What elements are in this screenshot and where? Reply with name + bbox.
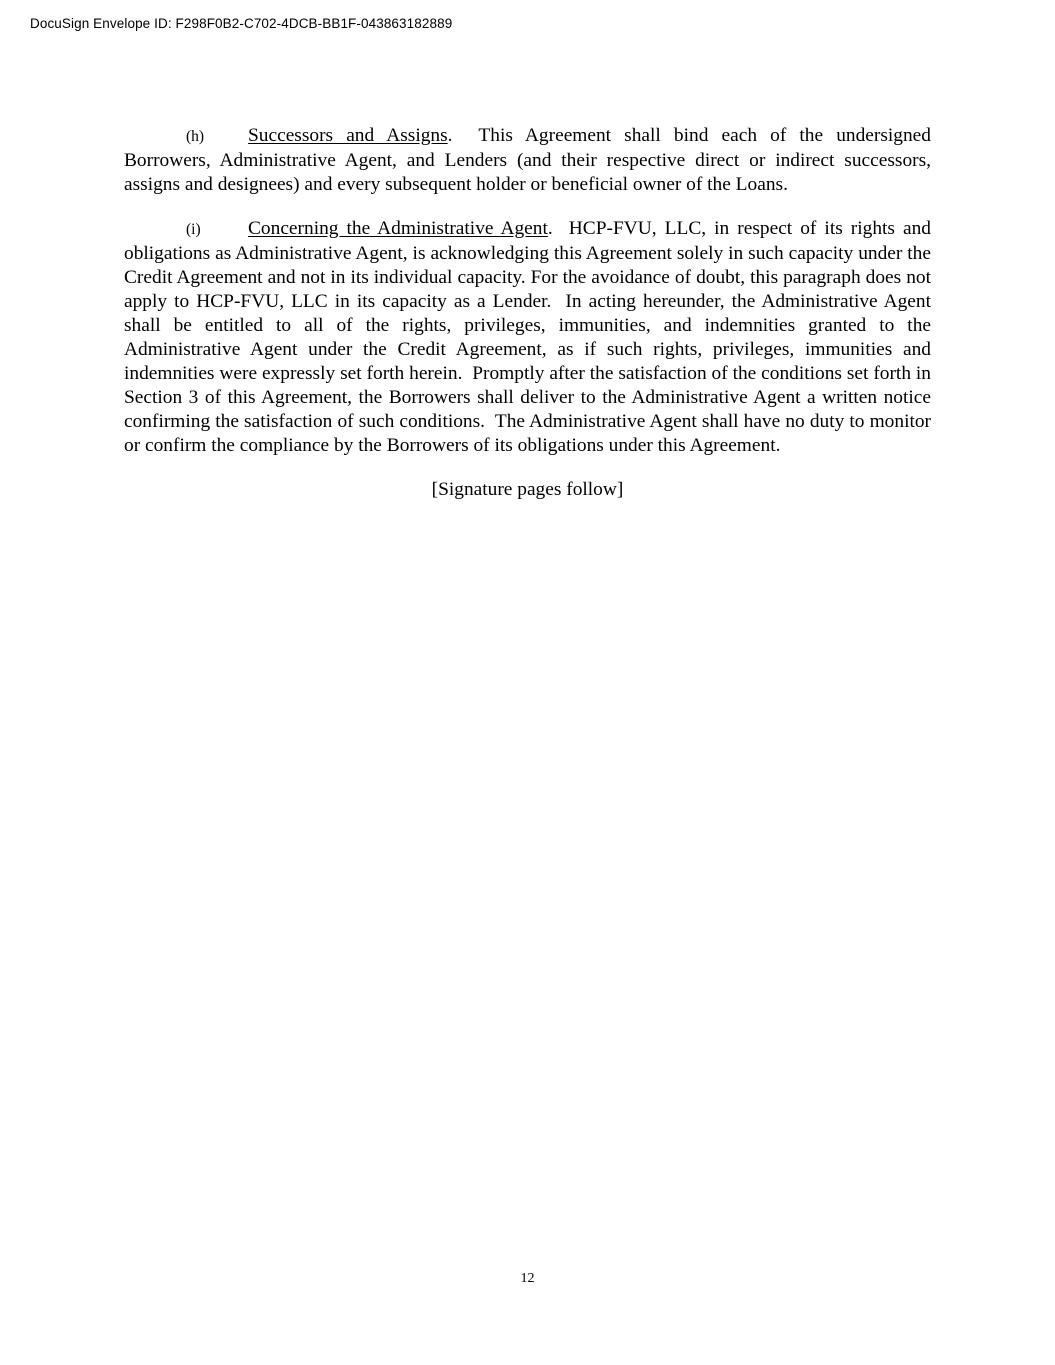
section-marker: (i) — [186, 221, 201, 238]
section-heading: Successors and Assigns — [248, 125, 448, 146]
section-body: This Agreement shall bind each of the undersigned Borrowers, Administrative Agent, and Lenders (and their respective direct or indirect successors, assigns and designees) and every subsequent holder or beneficial owner of the Loans. — [124, 125, 936, 195]
section-h-paragraph — [124, 124, 936, 197]
signature-pages-note: [Signature pages follow] — [431, 479, 624, 500]
section-body: HCP-FVU, LLC, in respect of its rights and obligations as Administrative Agent, is acknowledging this Agreement solely in such capacity under the Credit Agreement and not in its individual capacity. For the avoidance of doubt, this paragraph does not apply to HCP-FVU, LLC in its capacity as a Lender. In acting hereunder, the Administrative Agent shall be entitled to all of the rights, privileges, immunities, and indemnities granted to the Administrative Agent under the Credit Agreement, as if such rights, privileges, immunities and indemnities were expressly set forth herein. Promptly after the satisfaction of the conditions set forth in Section 3 of this Agreement, the Borrowers shall deliver to the Administrative Agent a written notice confirming the satisfaction of such conditions. The Administrative Agent shall have no duty to monitor or confirm the compliance by the Borrowers of its obligations under this Agreement. — [124, 218, 936, 456]
section-heading: Concerning the Administrative Agent — [248, 218, 548, 239]
heading-punctuation: . — [547, 218, 553, 239]
section-i-paragraph — [124, 217, 936, 458]
docusign-envelope-id: DocuSign Envelope ID: F298F0B2-C702-4DCB-BB1F-043863182889 — [30, 16, 453, 31]
section-marker: (h) — [186, 128, 205, 145]
page-number: 12 — [520, 1271, 535, 1286]
heading-punctuation: . — [447, 125, 453, 146]
document-body — [124, 124, 936, 521]
